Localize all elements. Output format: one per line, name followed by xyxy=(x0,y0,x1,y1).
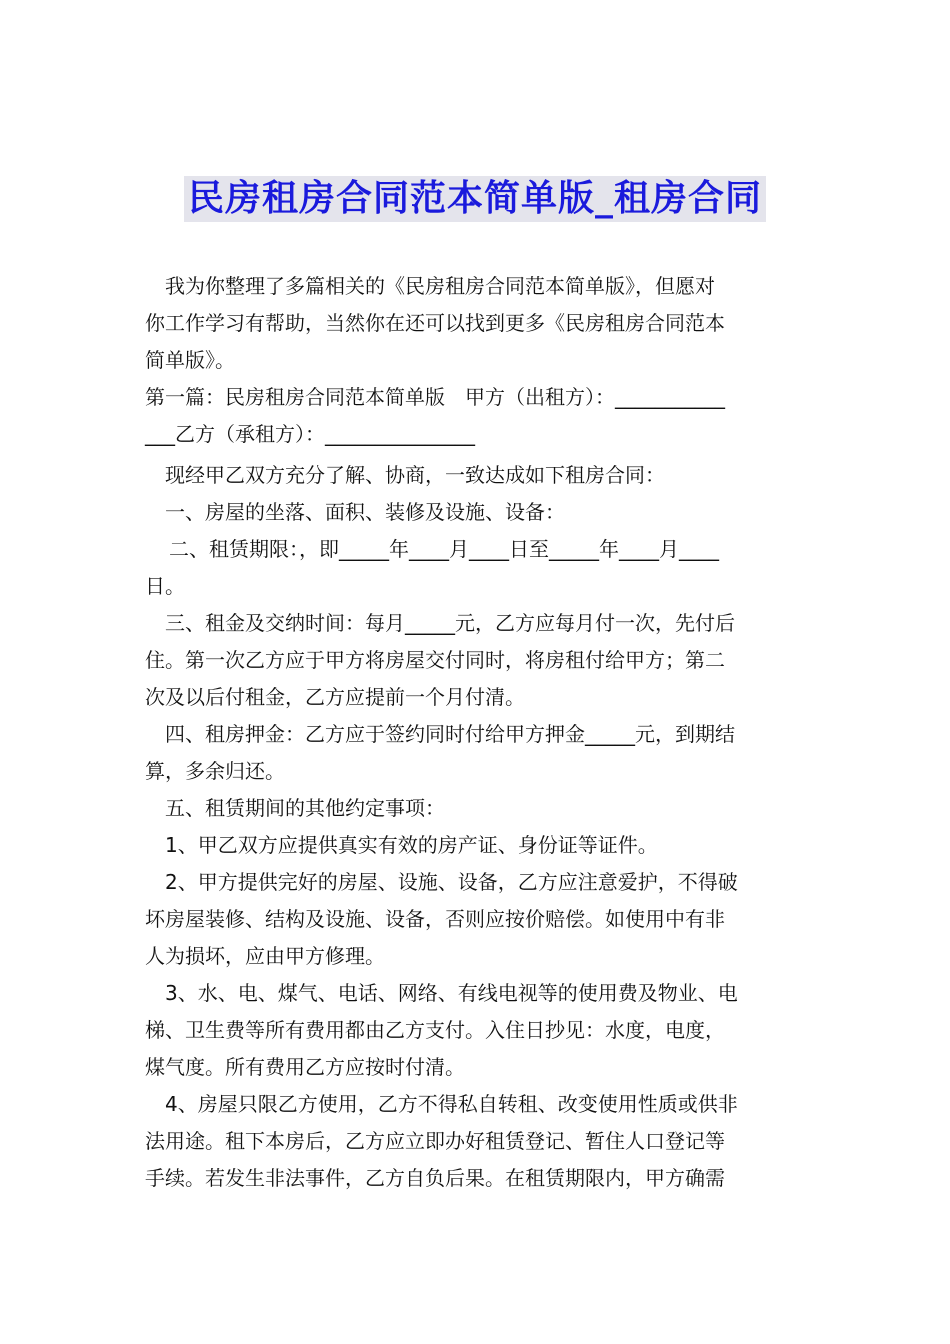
document-body xyxy=(145,268,810,1197)
paragraph-line: 梯、卫生费等所有费用都由乙方支付。入住日抄见：水度，电度， xyxy=(145,1018,725,1042)
paragraph-line: 煤气度。所有费用乙方应按时付清。 xyxy=(145,1055,465,1079)
paragraph-line: 你工作学习有帮助，当然你在还可以找到更多《民房租房合同范本 xyxy=(145,311,725,335)
paragraph-line: 第一篇：民房租房合同范本简单版 甲方（出租方）：___________ xyxy=(145,385,725,409)
paragraph-line: ___乙方（承租方）：_______________ xyxy=(145,422,475,446)
paragraph-line: 简单版》。 xyxy=(145,348,235,372)
paragraph-line: 日。 xyxy=(145,574,185,598)
paragraph-line: 次及以后付租金，乙方应提前一个月付清。 xyxy=(145,685,525,709)
paragraph-line: 二、租赁期限：，即_____年____月____日至_____年____月____ xyxy=(169,537,719,561)
paragraph-line: 三、租金及交纳时间：每月_____元，乙方应每月付一次，先付后 xyxy=(165,611,735,635)
paragraph-line: 现经甲乙双方充分了解、协商，一致达成如下租房合同： xyxy=(165,463,665,487)
paragraph-line: 算，多余归还。 xyxy=(145,759,285,783)
paragraph-line: 我为你整理了多篇相关的《民房租房合同范本简单版》，但愿对 xyxy=(165,274,715,298)
paragraph-line: 2、甲方提供完好的房屋、设施、设备，乙方应注意爱护，不得破 xyxy=(165,870,738,894)
paragraph-line: 4、房屋只限乙方使用，乙方不得私自转租、改变使用性质或供非 xyxy=(165,1092,738,1116)
paragraph-line: 住。第一次乙方应于甲方将房屋交付同时，将房租付给甲方；第二 xyxy=(145,648,725,672)
title-wrap xyxy=(0,176,950,222)
paragraph-line: 一、房屋的坐落、面积、装修及设施、设备： xyxy=(165,500,565,524)
paragraph-line: 坏房屋装修、结构及设施、设备，否则应按价赔偿。如使用中有非 xyxy=(145,907,725,931)
paragraph-line: 四、租房押金：乙方应于签约同时付给甲方押金_____元，到期结 xyxy=(165,722,735,746)
paragraph-line: 手续。若发生非法事件，乙方自负后果。在租赁期限内，甲方确需 xyxy=(145,1166,725,1190)
paragraph-line: 五、租赁期间的其他约定事项： xyxy=(165,796,445,820)
paragraph-line: 人为损坏，应由甲方修理。 xyxy=(145,944,385,968)
document-title: 民房租房合同范本简单版_租房合同 xyxy=(184,176,766,222)
paragraph-line: 法用途。租下本房后，乙方应立即办好租赁登记、暂住人口登记等 xyxy=(145,1129,725,1153)
paragraph-line: 3、水、电、煤气、电话、网络、有线电视等的使用费及物业、电 xyxy=(165,981,738,1005)
paragraph-line: 1、甲乙双方应提供真实有效的房产证、身份证等证件。 xyxy=(165,833,658,857)
